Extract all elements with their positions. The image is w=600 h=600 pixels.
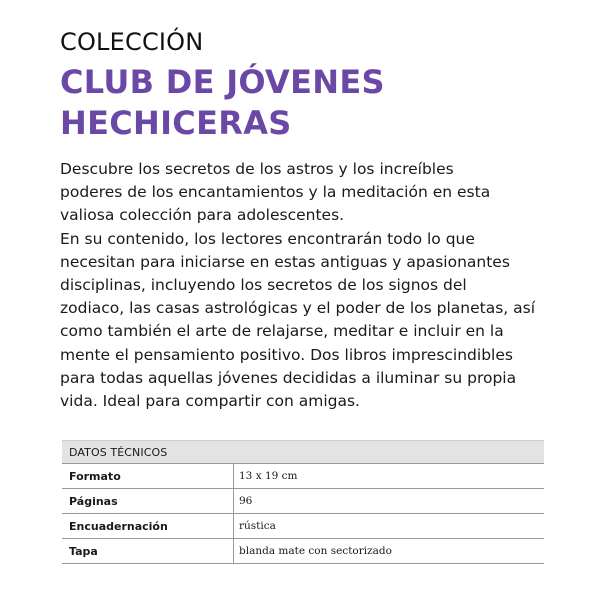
description-line: como también el arte de relajarse, meditar e incluir en la [60,322,504,341]
spec-value: blanda mate con sectorizado [234,539,545,564]
description [60,158,560,413]
spec-value: rústica [234,514,545,539]
description-line: necesitan para iniciarse en estas antiguas y apasionantes [60,252,510,271]
title-line: HECHICERAS [60,104,292,142]
spec-label: Páginas [62,489,234,514]
title-line: CLUB DE JÓVENES [60,63,385,101]
description-line: valiosa colección para adolescentes. [60,206,345,225]
description-line: mente el pensamiento positivo. Dos libros imprescindibles [60,345,513,364]
spec-row-tapa [62,539,544,564]
description-line: Descubre los secretos de los astros y los increíbles [60,160,454,178]
spec-label: Formato [62,464,234,489]
tech-specs-header: DATOS TÉCNICOS [62,441,544,464]
tech-specs-table [62,440,544,564]
spec-value: 13 x 19 cm [234,464,545,489]
description-line: zodiaco, las casas astrológicas y el poder de los planetas, así [60,299,535,318]
collection-title [60,62,580,144]
spec-row-paginas [62,489,544,514]
description-line: vida. Ideal para compartir con amigas. [60,392,360,411]
description-line: para todas aquellas jóvenes decididas a iluminar su propia [60,368,517,387]
description-line: poderes de los encantamientos y la meditación en esta [60,183,491,202]
spec-label: Tapa [62,539,234,564]
spec-value: 96 [234,489,545,514]
spec-label: Encuadernación [62,514,234,539]
tech-specs-header-row [62,441,544,464]
description-line: En su contenido, los lectores encontrarán todo lo que [60,229,475,248]
description-line: disciplinas, incluyendo los secretos de los signos del [60,276,467,295]
spec-row-encuadernacion [62,514,544,539]
collection-label: COLECCIÓN [60,28,204,56]
spec-row-formato [62,464,544,489]
